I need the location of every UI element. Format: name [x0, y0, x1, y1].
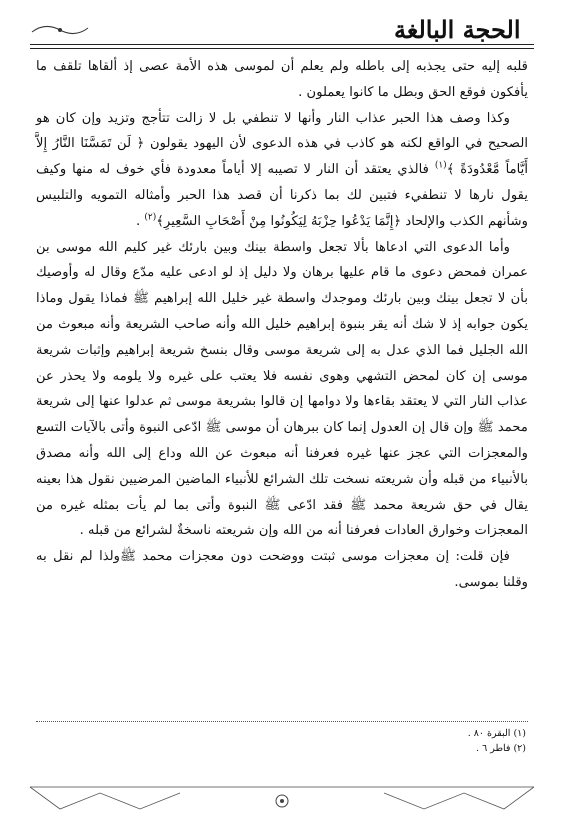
paragraph-3: [36, 235, 528, 545]
running-title: الحجة البالغة: [394, 15, 521, 44]
paragraph-4: [36, 544, 528, 596]
paragraph-3-text: وأما الدعوى التي ادعاها بألا تجعل واسطة بينك وبين بارئك غير كليم الله موسى بن عمران فمحض دعوى ما قام عليها برهان ولا دليل إذ لو ادعى عليه مدّع وقال له وأوصيك بأن لا تجعل بينك وبين بارئك وموجدك واسطة غير خليل الله إبراهيم ﷺ فماذا يقول وماذا يكون جوابه إذ لا شك أنه يقر بنبوة إبراهيم خليل الله وأنه صاحب الشريعة وأنه مبعوث من الله الجليل فما الذي عدل به إلى شريعة موسى وقال بنسخ شريعة إبراهيم وإثبات شريعة موسى إن كان لمحض التشهي وهوى نفسه فلا يعتب على غيره ولا يلومه ولا يحذر عن عذاب النار التي لا يعتقد بقاءها ولا دوامها إن قالوا بشريعة موسى ثم عدلوا عنها إلى شريعة محمد ﷺ وإن قال إن العدول إنما كان ببرهان أن موسى ﷺ ادّعى النبوة وأتى بالآيات التسع والمعجزات التي عجز عنها غيره فعرفنا أنه مبعوث عن الله وداع إلى الله وأنه مصدق بالأنبياء من قبله وأن شريعته نسخت تلك الشرائع للأنبياء الماضين المرضيين نقول هذا بعينه يقال في حق شريعة محمد ﷺ فقد ادّعى ﷺ النبوة وأتى بما لم يأت بمثله غيره من المعجزات وخوارق العادات فعرفنا أنه من الله وإن شريعته ناسخةٌ لشرائع من قبله .: [36, 239, 528, 539]
footnote-1: (١) البقرة ٨٠ .: [467, 728, 526, 739]
paragraph-2-text-middle: فالذي يعتقد أن النار لا تصيبه إلا أياماً معدودة فأي خوف له منها وكيف يقول نارها لا تنطفيء فتبين لك بما ذكرنا أن قصد هذا الحبر وأمثاله التمويه والتلبيس وشأنهم الكذب والإلحاد: [36, 162, 528, 229]
footnotes: [468, 726, 526, 756]
paragraph-1: [36, 54, 528, 106]
header-ornament-icon: [30, 20, 90, 40]
footnote-separator: [36, 721, 528, 722]
main-text: [36, 54, 528, 596]
footnote-2: (٢) فاطر ٦ .: [476, 743, 526, 754]
paragraph-2-text-before: وكذا وصف هذا الحبر عذاب النار وأنها لا تنطفي بل لا زالت تتأجج وتزيد وإن كان هو الصحيح في الواقع لكنه هو كاذب في هذه الدعوى لأن اليهود يقولون: [36, 110, 528, 152]
bottom-ornament-icon: [0, 779, 564, 819]
header-rule-thin: [30, 48, 534, 49]
paragraph-2: [36, 106, 528, 235]
paragraph-2-text-after: .: [135, 213, 141, 229]
footnote-ref-2[interactable]: (٢): [144, 212, 157, 223]
footnote-ref-1[interactable]: (١): [434, 160, 447, 171]
quran-verse-2: ﴿إِنَّمَا يَدْعُوا حِزْبَهُ لِيَكُونُوا مِنْ أَصْحَابِ السَّعِيرِ﴾: [156, 213, 402, 229]
quran-verse-1: ﴿ لَن تَمَسَّنَا النَّارُ إِلاَّ أَيَّاماً مَّعْدُودَةً ﴾: [36, 136, 529, 178]
header-rule: [30, 44, 534, 45]
paragraph-4-text: فإن قلت: إن معجزات موسى ثبتت ووضحت دون معجزات محمد ﷺولذا لم نقل به وقلنا بموسى.: [36, 549, 528, 590]
paragraph-1-text: قلبه إليه حتى يجذبه إلى باطله ولم يعلم أن لموسى هذه الأمة عصى إذ ألقاها تلقف ما يأفكون فوقع الحق وبطل ما كانوا يعملون .: [36, 59, 528, 100]
